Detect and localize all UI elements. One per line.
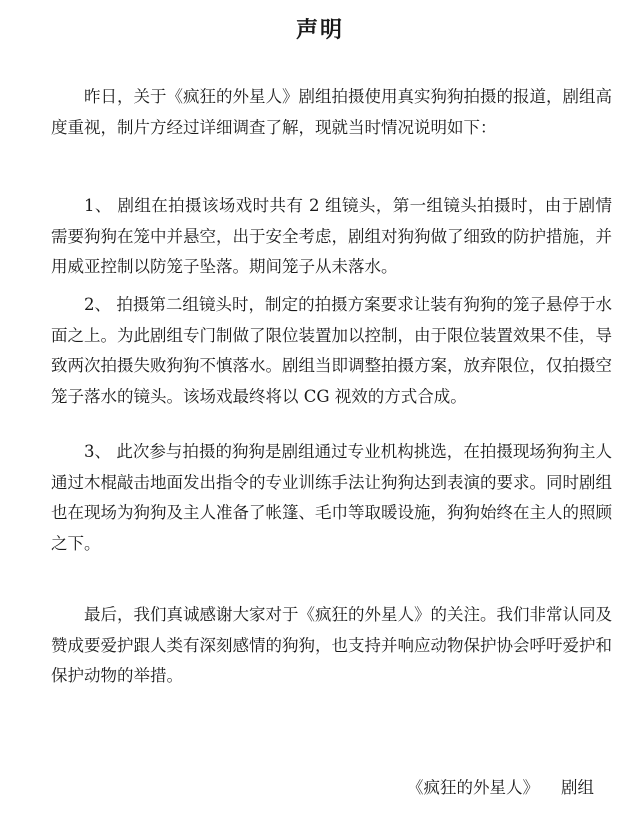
numbered-item-1 — [51, 191, 612, 283]
intro-paragraph: 昨日，关于《疯狂的外星人》剧组拍摄使用真实狗狗拍摄的报道，剧组高度重视，制片方经过详细调查了解，现就当时情况说明如下： — [51, 87, 612, 137]
item-text: 剧组在拍摄该场戏时共有 2 组镜头，第一组镜头拍摄时，由于剧情需要狗狗在笼中并悬空，出于安全考虑，剧组对狗狗做了细致的防护措施，并用威亚控制以防笼子坠落。期间笼子从未落水。 — [51, 196, 612, 276]
item-text: 此次参与拍摄的狗狗是剧组通过专业机构挑选，在拍摄现场狗狗主人通过木棍敲击地面发出指令的专业训练手法让狗狗达到表演的要求。同时剧组也在现场为狗狗及主人准备了帐篷、毛巾等取暖设施，狗狗始终在主人的照顾之下。 — [51, 442, 613, 553]
numbered-item-3 — [51, 437, 612, 559]
document-title: 声明 — [295, 17, 344, 43]
numbered-item-2 — [51, 290, 612, 412]
signature — [407, 773, 594, 803]
item-number: 1、 — [84, 196, 112, 215]
signature-crew: 剧组 — [561, 778, 594, 797]
item-number: 3、 — [84, 442, 112, 461]
closing-paragraph: 最后，我们真诚感谢大家对于《疯狂的外星人》的关注。我们非常认同及赞成要爱护跟人类有深刻感情的狗狗，也支持并响应动物保护协会呼吁爱护和保护动物的举措。 — [51, 605, 612, 685]
item-text: 拍摄第二组镜头时，制定的拍摄方案要求让装有狗狗的笼子悬停于水面之上。为此剧组专门制做了限位装置加以控制，由于限位装置效果不佳，导致两次拍摄失败狗狗不慎落水。剧组当即调整拍摄方案，放弃限位，仅拍摄空笼子落水的镜头。该场戏最终将以 CG 视效的方式合成。 — [51, 295, 613, 406]
item-number: 2、 — [84, 295, 112, 314]
signature-film-title: 《疯狂的外星人》 — [407, 778, 539, 797]
